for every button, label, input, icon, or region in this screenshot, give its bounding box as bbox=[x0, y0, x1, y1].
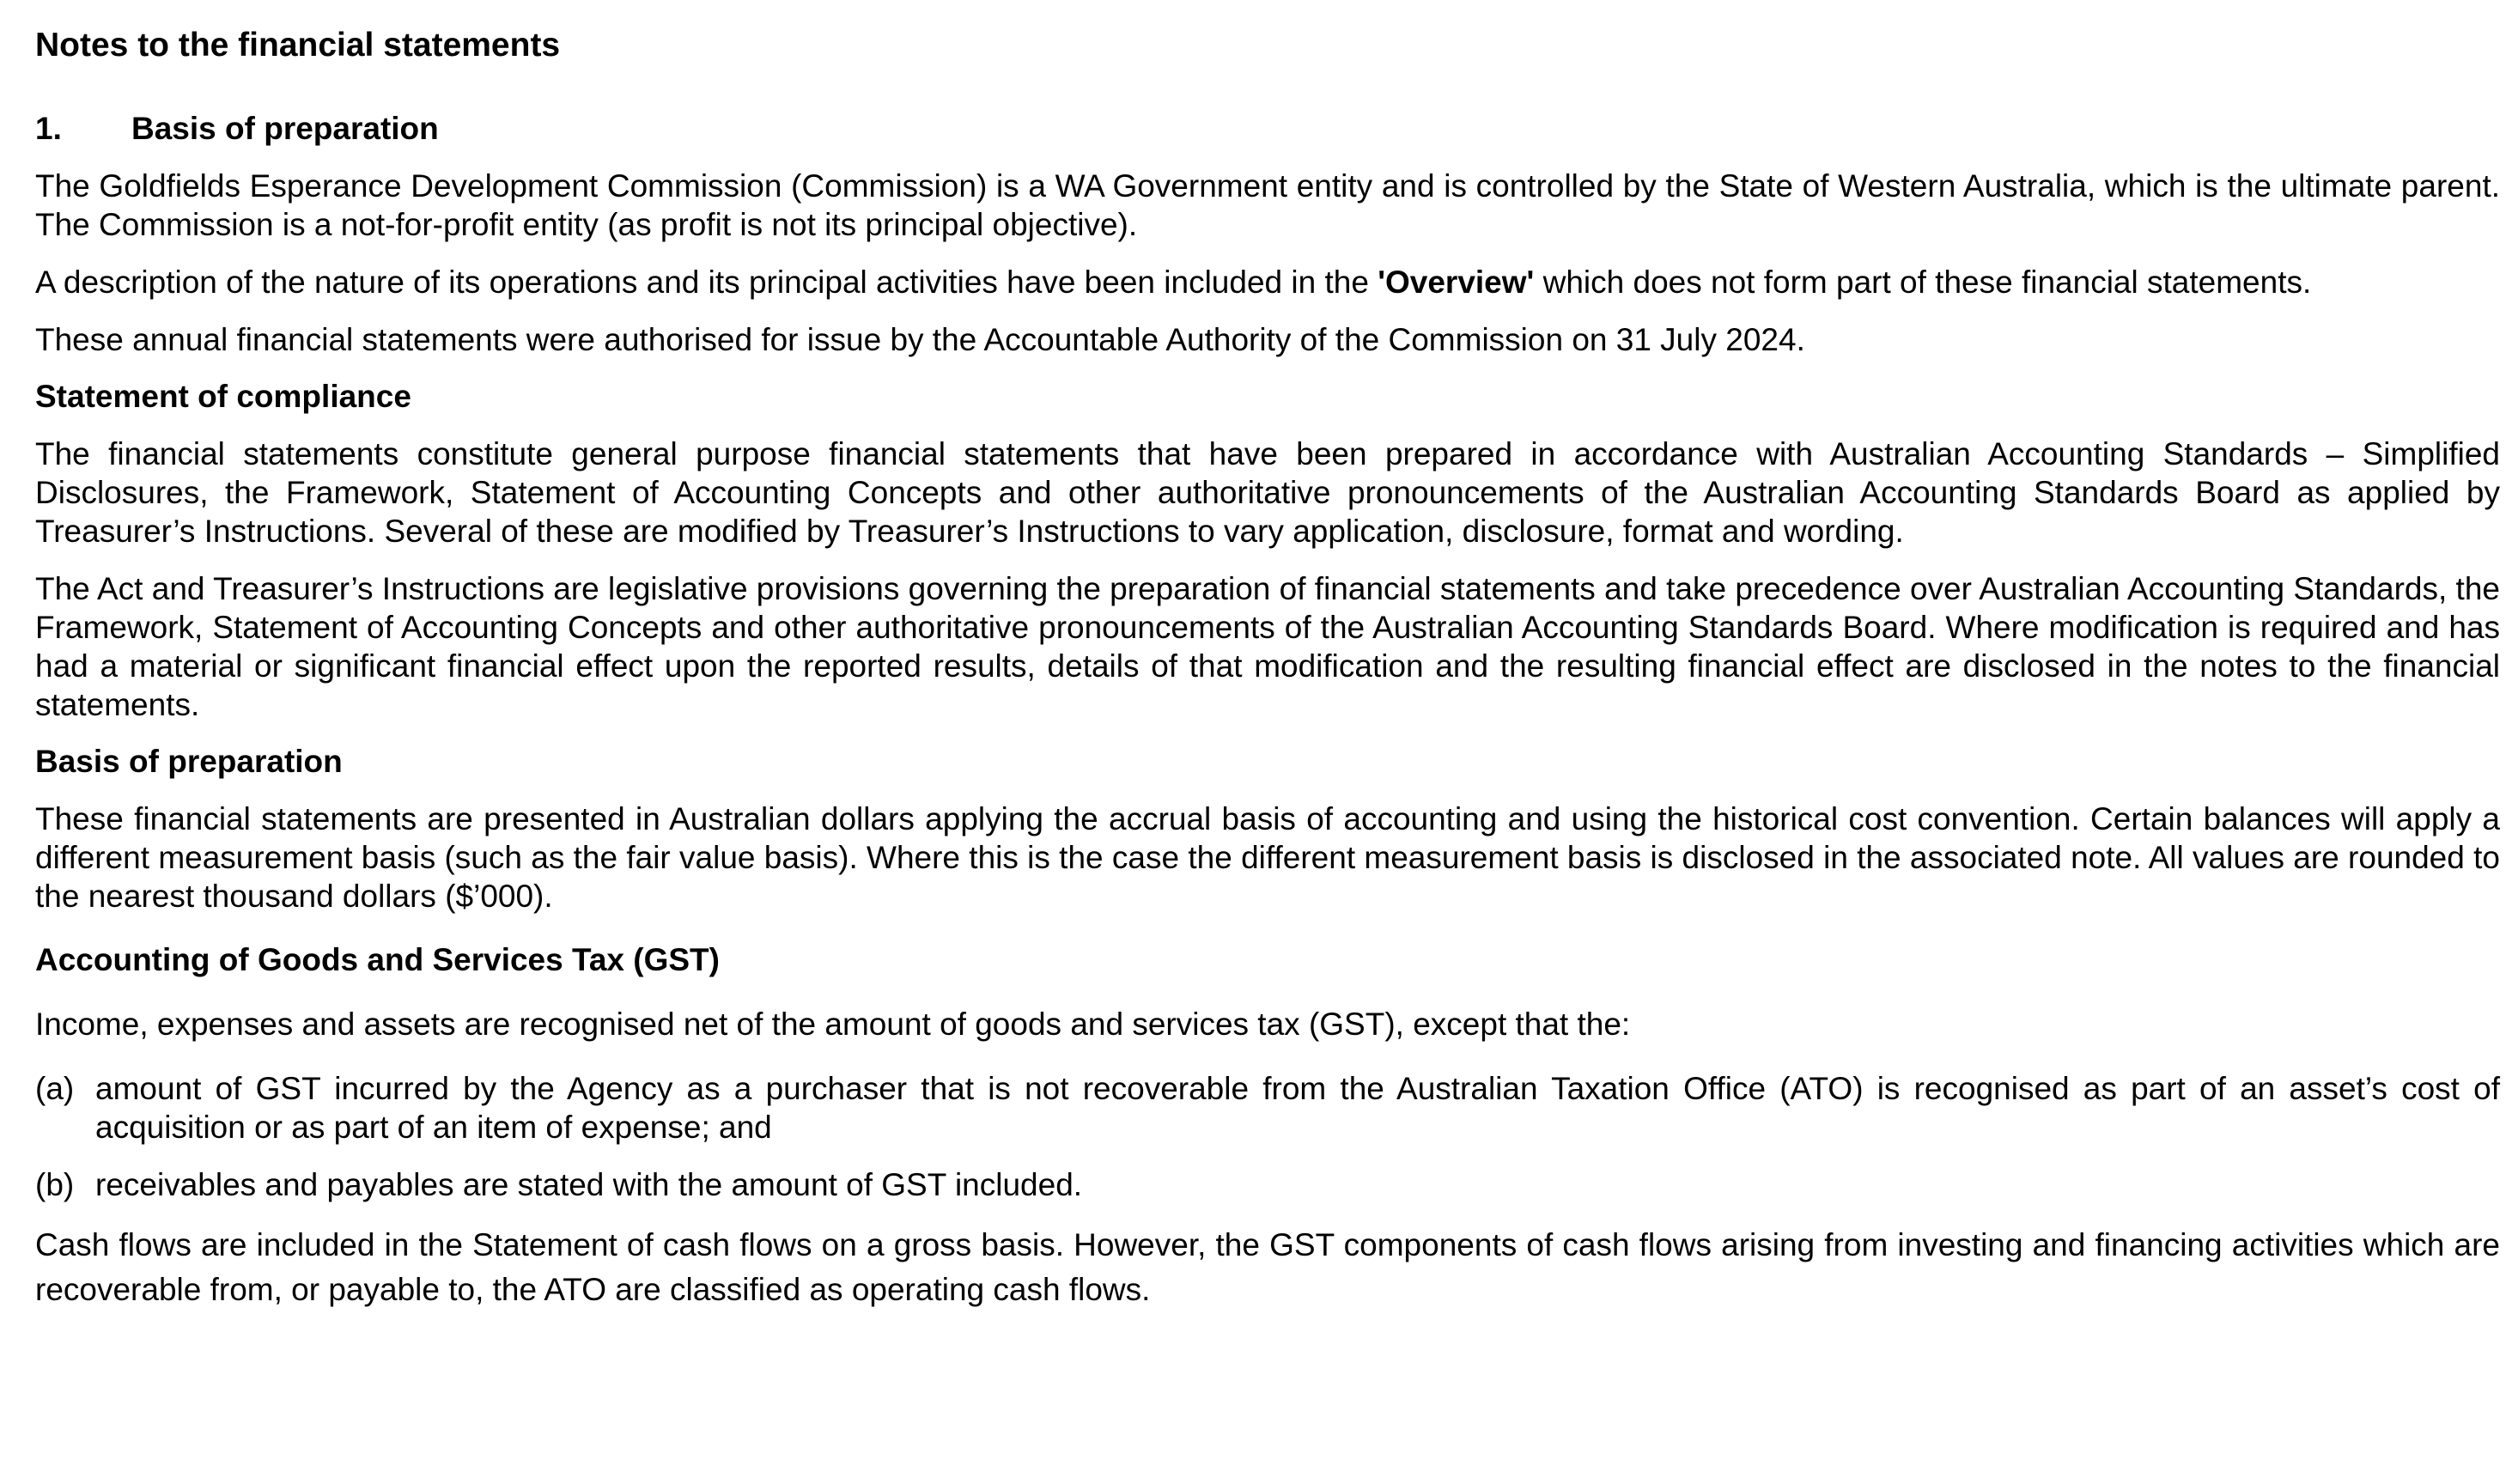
basis-heading: Basis of preparation bbox=[35, 744, 343, 779]
gst-list-label-b: (b) bbox=[35, 1167, 75, 1202]
gst-intro-paragraph: Income, expenses and assets are recognised net of the amount of goods and services tax (GST), except that the: bbox=[35, 1007, 1631, 1042]
section-heading bbox=[35, 110, 2500, 148]
compliance-heading: Statement of compliance bbox=[35, 379, 411, 414]
intro-paragraph-3: These annual financial statements were authorised for issue by the Accountable Authority of the Commission on 31 July 2024. bbox=[35, 322, 1805, 357]
overview-reference: 'Overview' bbox=[1378, 265, 1535, 300]
section-number: 1. bbox=[35, 111, 62, 146]
intro-paragraph-2 bbox=[35, 263, 2500, 301]
page-title: Notes to the financial statements bbox=[35, 27, 561, 64]
gst-heading: Accounting of Goods and Services Tax (GST) bbox=[35, 942, 720, 977]
intro-paragraph-2-before: A description of the nature of its operations and its principal activities have been included in the bbox=[35, 265, 1378, 300]
document-page bbox=[35, 26, 2500, 1331]
gst-list-item-a bbox=[35, 1069, 2500, 1146]
basis-paragraph: These financial statements are presented in Australian dollars applying the accrual basis of accounting and using the historical cost convention. Certain balances will apply a different measurement basis (such as the fair value basis). Where this is the case the different measurement basis is disclosed in the associated note. All values are rounded to the nearest thousand dollars ($’000). bbox=[35, 801, 2500, 914]
gst-list-text-a: amount of GST incurred by the Agency as a purchaser that is not recoverable from the Australian Taxation Office (ATO) is recognised as part of an asset’s cost of acquisition or as part of an item of expense; and bbox=[95, 1071, 2500, 1145]
compliance-paragraph-1: The financial statements constitute general purpose financial statements that have been prepared in accordance with Australian Accounting Standards – Simplified Disclosures, the Framework, Statement of Accounting Concepts and other authoritative pronouncements of the Australian Accounting Standards Board as applied by Treasurer’s Instructions. Several of these are modified by Treasurer’s Instructions to vary application, disclosure, format and wording. bbox=[35, 436, 2500, 549]
gst-list-label-a: (a) bbox=[35, 1071, 75, 1106]
section-heading-text: Basis of preparation bbox=[131, 111, 439, 146]
compliance-paragraph-2: The Act and Treasurer’s Instructions are legislative provisions governing the preparation of financial statements and take precedence over Australian Accounting Standards, the Framework, Statement of Accounting Concepts and other authoritative pronouncements of the Australian Accounting Standards Board. Where modification is required and has had a material or significant financial effect upon the reported results, details of that modification and the resulting financial effect are disclosed in the notes to the financial statements. bbox=[35, 571, 2500, 722]
intro-paragraph-1: The Goldfields Esperance Development Commission (Commission) is a WA Government entity and is controlled by the State of Western Australia, which is the ultimate parent. The Commission is a not-for-profit entity (as profit is not its principal objective). bbox=[35, 168, 2500, 242]
gst-list-text-b: receivables and payables are stated with the amount of GST included. bbox=[95, 1167, 1083, 1202]
gst-list-item-b bbox=[35, 1165, 2500, 1204]
gst-cashflows-paragraph: Cash flows are included in the Statement of cash flows on a gross basis. However, the GST components of cash flows arising from investing and financing activities which are recoverable from, or payable to, the ATO are classified as operating cash flows. bbox=[35, 1227, 2500, 1307]
intro-paragraph-2-after: which does not form part of these financial statements. bbox=[1534, 265, 2312, 300]
